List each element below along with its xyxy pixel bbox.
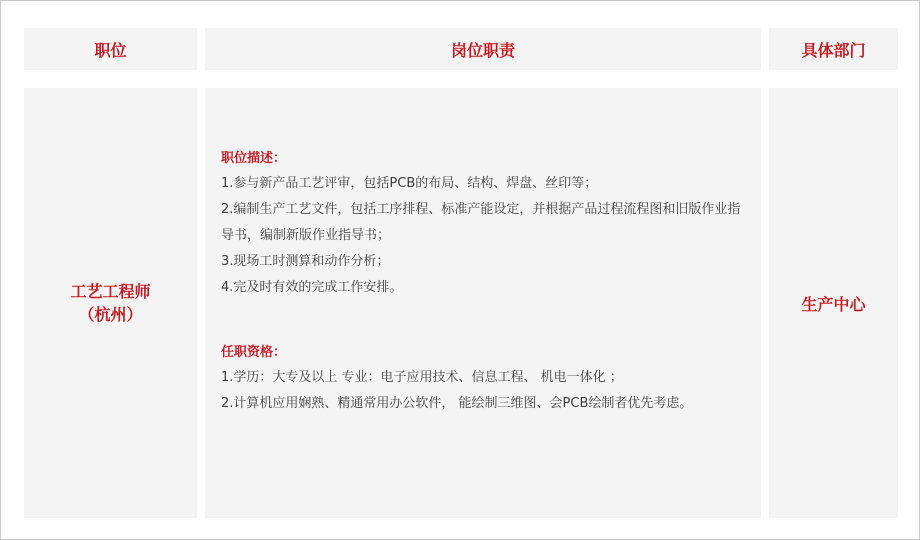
header-duties xyxy=(205,28,761,70)
department-cell xyxy=(769,88,898,518)
description-item-4: 4.完及时有效的完成工作安排。 xyxy=(221,280,403,295)
header-position-label: 职位 xyxy=(94,40,127,60)
requirements-item-1: 1.学历：大专及以上 专业：电子应用技术、信息工程、 机电一体化 ； xyxy=(221,370,623,385)
duties-content xyxy=(221,149,749,417)
requirements-title: 任职资格： xyxy=(221,345,287,360)
description-item-1: 1.参与新产品工艺评审，包括PCB的布局、结构、焊盘、丝印等； xyxy=(221,176,598,191)
description-title: 职位描述： xyxy=(221,151,287,166)
position-cell xyxy=(24,88,197,518)
duties-cell xyxy=(205,88,761,518)
header-duties-label: 岗位职责 xyxy=(450,40,515,60)
description-item-3: 3.现场工时测算和动作分析； xyxy=(221,254,390,269)
header-position xyxy=(24,28,197,70)
requirements-item-2: 2.计算机应用娴熟、精通常用办公软件， 能绘制三维图、会PCB绘制者优先考虑。 xyxy=(221,396,693,411)
description-item-2: 2.编制生产工艺文件，包括工序排程、标准产能设定，并根据产品过程流程图和旧版作业指导书，编制新版作业指导书； xyxy=(221,202,741,243)
position-title: 工艺工程师 xyxy=(70,282,151,301)
header-department xyxy=(769,28,898,70)
department-label: 生产中心 xyxy=(801,294,866,314)
section-gap xyxy=(221,301,749,343)
position-location: （杭州） xyxy=(78,305,143,324)
header-department-label: 具体部门 xyxy=(801,40,866,60)
